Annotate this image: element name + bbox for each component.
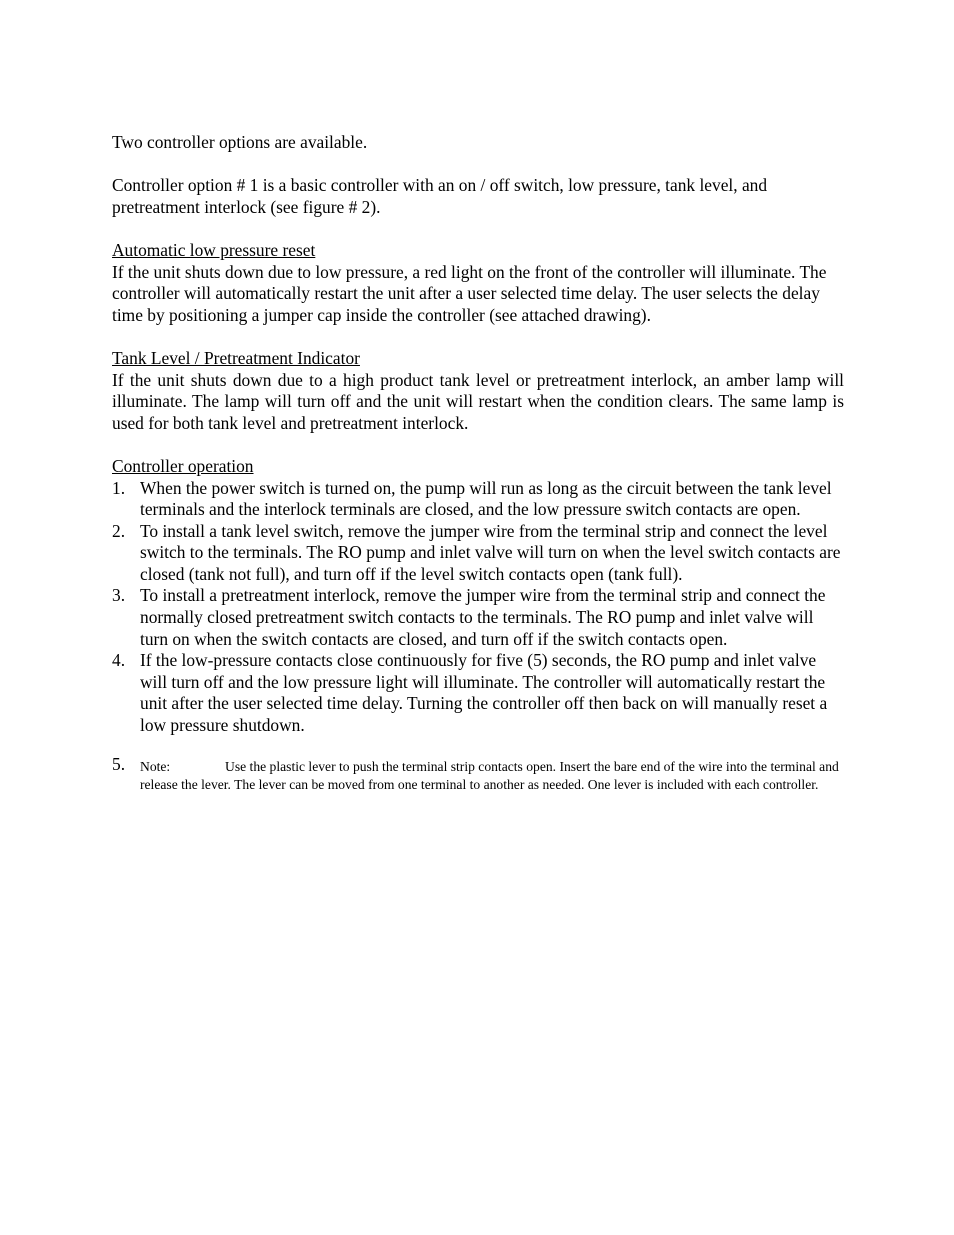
operation-section — [112, 456, 844, 794]
document-page — [112, 132, 844, 794]
step-text: If the low-pressure contacts close continuously for five (5) seconds, the RO pump and inlet valve will turn off and the low pressure light will illuminate. The controller will automatically restart the unit after the user selected time delay. Turning the controller off then back on will manually reset a low pressure shutdown. — [140, 650, 828, 736]
step-text: When the power switch is turned on, the pump will run as long as the circuit between the tank level terminals and the interlock terminals are closed, and the low pressure switch contacts are open. — [140, 477, 832, 520]
step-number: 2. — [112, 520, 126, 541]
note-text: Use the plastic lever to push the terminal strip contacts open. Insert the bare end of the wire into the terminal and release the lever. The lever can be moved from one terminal to another as needed. One lever is included with each controller. — [140, 758, 839, 792]
tank-level-section — [112, 348, 844, 434]
list-item — [112, 585, 844, 650]
step-number: 4. — [112, 650, 126, 671]
list-item — [112, 650, 844, 736]
tank-level-heading: Tank Level / Pretreatment Indicator — [112, 347, 360, 368]
tank-level-body: If the unit shuts down due to a high product tank level or pretreatment interlock, an amber lamp will illuminate. The lamp will turn off and the unit will restart when the condition clears. The same lamp is used for both tank level and pretreatment interlock. — [112, 369, 844, 433]
operation-heading: Controller operation — [112, 455, 254, 476]
operation-steps-list — [112, 478, 844, 737]
low-pressure-section — [112, 240, 844, 326]
intro-paragraph: Two controller options are available. — [112, 132, 368, 152]
low-pressure-body: If the unit shuts down due to low pressure, a red light on the front of the controller will illuminate. The controller will automatically restart the unit after a user selected time delay. The user selects the delay time by positioning a jumper cap inside the controller (see attached drawing). — [112, 261, 827, 325]
note-item — [112, 753, 844, 794]
option1-paragraph: Controller option # 1 is a basic controller with an on / off switch, low pressure, tank level, and pretreatment interlock (see figure # 2). — [112, 175, 768, 217]
step-text: To install a pretreatment interlock, remove the jumper wire from the terminal strip and connect the normally closed pretreatment switch contacts to the terminals. The RO pump and inlet valve will turn on when the switch contacts are closed, and turn off if the switch contacts open. — [140, 585, 826, 649]
step-text: To install a tank level switch, remove the jumper wire from the terminal strip and connect the level switch to the terminals. The RO pump and inlet valve will turn on when the level switch contacts are closed (tank not full), and turn off if the level switch contacts open (tank full). — [140, 520, 841, 584]
list-item — [112, 478, 844, 521]
list-item — [112, 521, 844, 586]
note-label: Note: — [140, 758, 171, 774]
note-number: 5. — [112, 753, 126, 774]
step-number: 1. — [112, 477, 126, 498]
low-pressure-heading: Automatic low pressure reset — [112, 239, 316, 260]
step-number: 3. — [112, 585, 126, 606]
